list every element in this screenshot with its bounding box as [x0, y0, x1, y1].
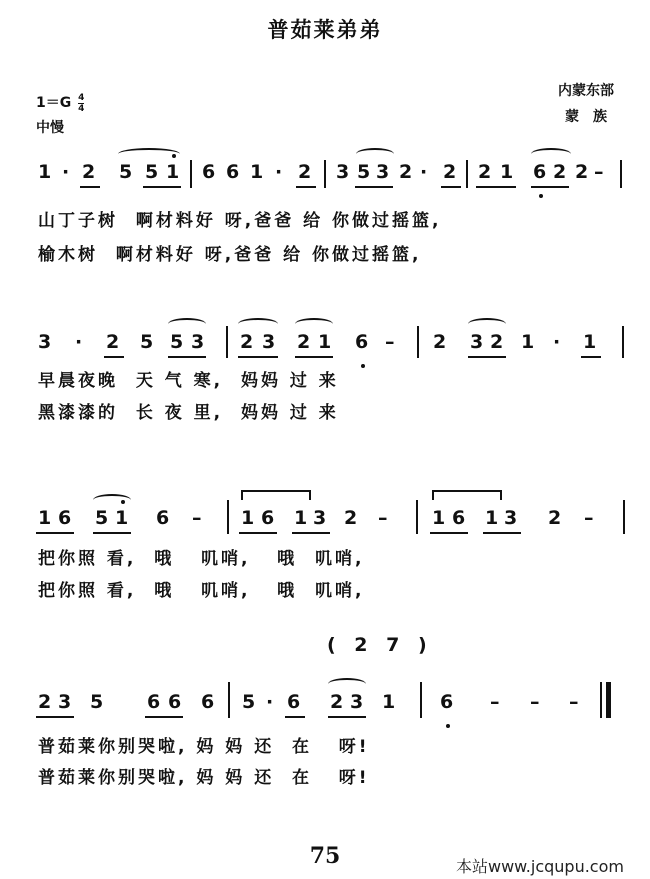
lyric-line-4-verse-1: 普茹莱你别哭啦, 妈 妈 还 在 呀!	[38, 737, 370, 757]
slur	[356, 148, 394, 160]
beam	[145, 716, 183, 718]
note: 6	[226, 161, 240, 183]
note: 2	[344, 507, 358, 529]
beam	[238, 356, 278, 358]
bar-line	[324, 160, 326, 188]
octave-dot	[539, 194, 543, 198]
note: –	[530, 691, 540, 713]
beam	[476, 186, 516, 188]
note: 5	[119, 161, 133, 183]
bar-line	[620, 160, 622, 188]
notation-line-4	[0, 690, 650, 730]
bar-line	[417, 326, 419, 358]
bar-line	[420, 682, 422, 718]
beam	[292, 532, 330, 534]
beam	[93, 532, 131, 534]
note: 3	[313, 507, 327, 529]
beam	[168, 356, 206, 358]
note: 6	[168, 691, 182, 713]
note: 1	[432, 507, 446, 529]
slur	[93, 494, 131, 506]
note: 2	[443, 161, 457, 183]
beam	[483, 532, 521, 534]
phrase-bracket	[432, 490, 502, 500]
octave-dot	[361, 364, 365, 368]
note: ·	[275, 161, 283, 183]
beam	[355, 186, 393, 188]
note: 3	[336, 161, 350, 183]
note: 5	[170, 331, 184, 353]
note: 6	[201, 691, 215, 713]
lyric-line-1-verse-2: 榆木树 啊材料好 呀,爸爸 给 你做过摇篮,	[38, 245, 422, 265]
bar-line	[226, 326, 228, 358]
bar-line	[416, 500, 418, 534]
note: ·	[420, 161, 428, 183]
note: 5	[357, 161, 371, 183]
beam	[441, 186, 461, 188]
note: –	[385, 331, 395, 353]
note: –	[490, 691, 500, 713]
note: 2	[297, 331, 311, 353]
note: 1	[583, 331, 597, 353]
origin-region: 内蒙东部	[558, 83, 614, 99]
lyric-line-3-verse-2: 把你照 看, 哦 叽哨, 哦 叽哨,	[38, 581, 365, 601]
time-bottom: 4	[78, 103, 85, 114]
lyric-line-2-verse-2: 黑漆漆的 长 夜 里, 妈妈 过 来	[38, 403, 339, 423]
song-title: 普茹莱弟弟	[267, 18, 383, 42]
note: 2	[298, 161, 312, 183]
slur	[238, 318, 278, 330]
final-bar-line	[606, 682, 611, 718]
note: 1	[500, 161, 514, 183]
note: 6	[202, 161, 216, 183]
note: 1	[294, 507, 308, 529]
note: 2	[490, 331, 504, 353]
note: 5	[140, 331, 154, 353]
beam	[581, 356, 601, 358]
note: –	[594, 161, 604, 183]
tempo-marking: 中慢	[36, 120, 64, 136]
slur	[468, 318, 506, 330]
note: ·	[62, 161, 70, 183]
beam	[285, 716, 305, 718]
note: 6	[58, 507, 72, 529]
bar-line	[228, 682, 230, 718]
lyric-line-1-verse-1: 山丁子树 啊材料好 呀,爸爸 给 你做过摇篮,	[38, 211, 442, 231]
notation-line-1	[0, 160, 650, 200]
note: 1	[241, 507, 255, 529]
note: 6	[440, 691, 454, 713]
note: 5	[90, 691, 104, 713]
beam	[296, 186, 316, 188]
note: 2	[553, 161, 567, 183]
phrase-bracket	[241, 490, 311, 500]
note: 2	[240, 331, 254, 353]
note: 1	[38, 507, 52, 529]
note: 6	[287, 691, 301, 713]
note: 1	[250, 161, 264, 183]
lyric-line-2-verse-1: 早晨夜晚 天 气 寒, 妈妈 过 来	[38, 371, 339, 391]
beam	[430, 532, 468, 534]
beam	[143, 186, 181, 188]
note: 6	[533, 161, 547, 183]
note: 3	[262, 331, 276, 353]
note: ·	[75, 331, 83, 353]
note: 1	[382, 691, 396, 713]
watermark: 本站www.jcqupu.com	[456, 857, 624, 876]
note: 1	[521, 331, 535, 353]
lyric-line-4-verse-2: 普茹莱你别哭啦, 妈 妈 还 在 呀!	[38, 768, 370, 788]
note: 2	[548, 507, 562, 529]
note: –	[378, 507, 388, 529]
alternate-notes: ( 2 7 )	[327, 634, 433, 656]
key-label: 1＝G	[36, 95, 72, 111]
slur	[168, 318, 206, 330]
note: 6	[355, 331, 369, 353]
beam	[80, 186, 100, 188]
note: 5	[95, 507, 109, 529]
beam	[239, 532, 277, 534]
note: 2	[575, 161, 589, 183]
note: 1	[38, 161, 52, 183]
slur	[118, 148, 180, 160]
note: 1	[485, 507, 499, 529]
bar-line	[622, 326, 624, 358]
note: 3	[38, 331, 52, 353]
beam	[36, 532, 74, 534]
bar-line	[227, 500, 229, 534]
note: 2	[330, 691, 344, 713]
note: 3	[376, 161, 390, 183]
note: 5	[242, 691, 256, 713]
note: ·	[266, 691, 274, 713]
slur	[531, 148, 571, 160]
note: 3	[504, 507, 518, 529]
bar-line	[190, 160, 192, 188]
note: ·	[553, 331, 561, 353]
note: 3	[58, 691, 72, 713]
lyric-line-3-verse-1: 把你照 看, 哦 叽哨, 哦 叽哨,	[38, 549, 365, 569]
note: 2	[106, 331, 120, 353]
note: 6	[147, 691, 161, 713]
beam	[468, 356, 506, 358]
key-signature	[36, 92, 84, 114]
beam	[328, 716, 366, 718]
note: 3	[191, 331, 205, 353]
note: 3	[470, 331, 484, 353]
notation-line-2	[0, 330, 650, 370]
note: 2	[433, 331, 447, 353]
slur	[295, 318, 333, 330]
note: –	[569, 691, 579, 713]
origin-ethnic: 蒙族	[565, 109, 621, 125]
note: 6	[156, 507, 170, 529]
beam	[531, 186, 569, 188]
slur	[328, 678, 366, 690]
note: 3	[350, 691, 364, 713]
note: 1	[318, 331, 332, 353]
bar-line	[623, 500, 625, 534]
note: 1	[115, 507, 129, 529]
note: –	[192, 507, 202, 529]
note: 5	[145, 161, 159, 183]
page-number: 75	[309, 843, 341, 869]
beam	[295, 356, 333, 358]
note: 2	[478, 161, 492, 183]
beam	[104, 356, 124, 358]
note: 1	[166, 161, 180, 183]
note: 6	[261, 507, 275, 529]
note: 2	[82, 161, 96, 183]
octave-dot	[446, 724, 450, 728]
note: 6	[452, 507, 466, 529]
time-top: 4	[78, 92, 85, 103]
note: 2	[399, 161, 413, 183]
time-signature	[78, 93, 84, 114]
notation-line-3	[0, 506, 650, 546]
note: 2	[38, 691, 52, 713]
bar-line	[466, 160, 468, 188]
beam	[36, 716, 74, 718]
bar-line	[600, 682, 602, 718]
note: –	[584, 507, 594, 529]
